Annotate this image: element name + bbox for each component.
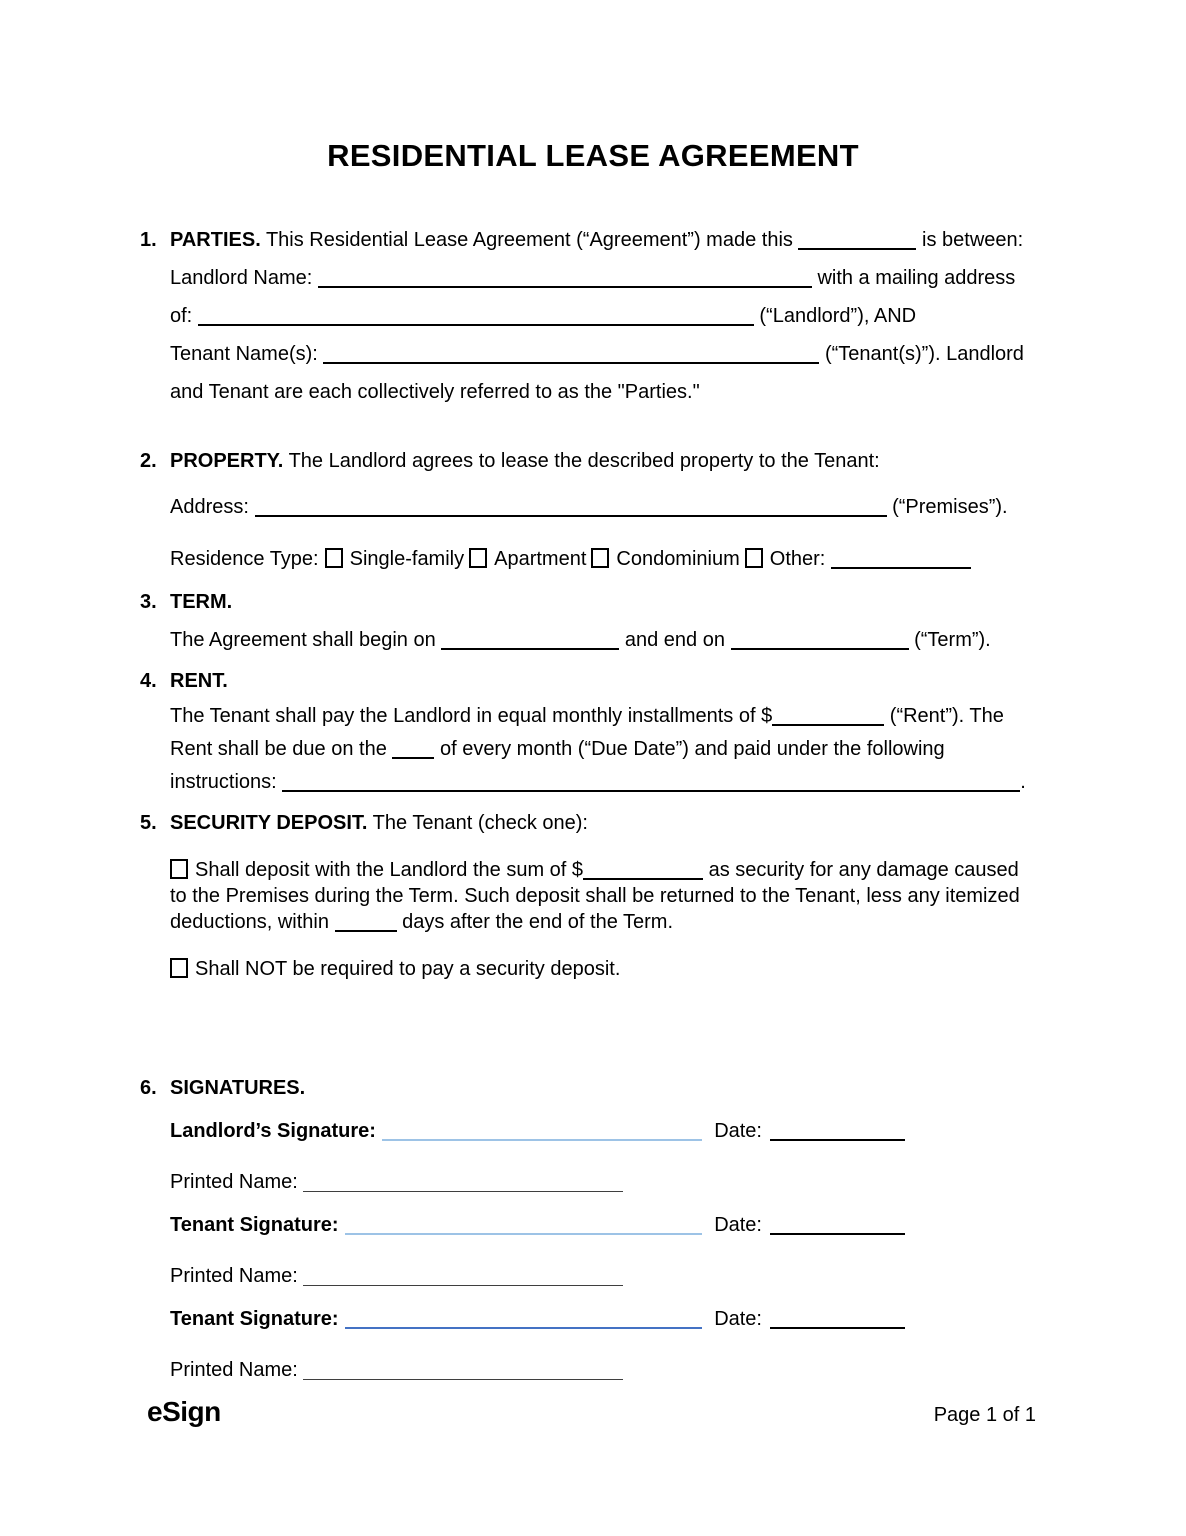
date-label: Date: xyxy=(714,1120,762,1142)
section-heading: TERM. xyxy=(170,591,233,613)
blank-other-residence[interactable] xyxy=(831,553,971,569)
premises-suffix: (“Premises”). xyxy=(892,496,1008,518)
property-intro-text: The Landlord agrees to lease the described property to the Tenant: xyxy=(288,450,880,472)
section-security-deposit xyxy=(140,804,1056,982)
section-heading: SECURITY DEPOSIT. xyxy=(170,812,368,834)
residence-type-label: Residence Type: xyxy=(170,548,319,570)
page-footer xyxy=(147,1396,1036,1428)
landlord-signature-field[interactable] xyxy=(382,1125,702,1141)
checkbox-no-deposit[interactable] xyxy=(170,958,188,978)
deposit-option-1-line-2: to the Premises during the Term. Such deposit shall be returned to the Tenant, less any itemized xyxy=(170,885,1020,907)
deposit-days-text: deductions, within xyxy=(170,911,329,933)
parties-intro-text: This Residential Lease Agreement (“Agreement”) made this xyxy=(265,229,793,251)
deposit-option-1-line-3 xyxy=(170,909,1056,935)
blank-agreement-date[interactable] xyxy=(798,234,916,250)
deposit-option-1-line-1 xyxy=(170,857,1056,883)
esign-logo: eSign xyxy=(147,1396,221,1427)
tenant-printed-name-row-1 xyxy=(140,1261,1056,1291)
rent-heading-line xyxy=(140,662,1056,700)
printed-name-label: Printed Name: xyxy=(170,1171,298,1193)
checkbox-single-family[interactable] xyxy=(325,548,343,568)
parties-line-2 xyxy=(140,259,1056,297)
signatures-heading-line xyxy=(140,1069,1056,1107)
instructions-label: instructions: xyxy=(170,771,277,793)
rent-line-3 xyxy=(140,766,1056,799)
blank-deposit-return-days[interactable] xyxy=(335,916,397,932)
page-number-label: Page 1 of 1 xyxy=(933,1404,1036,1426)
tenant-signature-label: Tenant Signature: xyxy=(170,1308,339,1330)
deposit-days-suffix: days after the end of the Term. xyxy=(402,911,674,933)
section-number: 5. xyxy=(140,812,157,834)
tenant-signature-field-2[interactable] xyxy=(345,1313,703,1329)
blank-payment-instructions[interactable] xyxy=(282,776,1020,792)
section-heading: PROPERTY. xyxy=(170,450,284,472)
landlord-printed-name-field[interactable] xyxy=(303,1177,623,1192)
residence-type-line xyxy=(140,540,1056,578)
blank-property-address[interactable] xyxy=(255,501,887,517)
blank-due-day[interactable] xyxy=(392,743,434,759)
tenant-name-label: Tenant Name(s): xyxy=(170,343,318,365)
deposit-intro-text: The Tenant (check one): xyxy=(372,812,588,834)
tenant-signature-row-2 xyxy=(140,1308,1056,1338)
rent-line-1 xyxy=(140,700,1056,733)
parties-intro-text-end: is between: xyxy=(922,229,1024,251)
landlord-date-field[interactable] xyxy=(770,1125,905,1141)
tenant-printed-name-field-2[interactable] xyxy=(303,1365,623,1380)
deposit-sum-text: Shall deposit with the Landlord the sum of $ xyxy=(195,859,584,881)
section-signatures xyxy=(140,1069,1056,1385)
tenant-date-field-2[interactable] xyxy=(770,1313,905,1329)
blank-term-end-date[interactable] xyxy=(731,634,909,650)
section-number: 4. xyxy=(140,670,157,692)
mailing-address-label: of: xyxy=(170,305,193,327)
option-single-family-label: Single-family xyxy=(349,548,465,570)
blank-term-start-date[interactable] xyxy=(441,634,619,650)
rent-due-text: Rent shall be due on the xyxy=(170,738,387,760)
rent-amount-text: The Tenant shall pay the Landlord in equal monthly installments of $ xyxy=(170,705,773,727)
term-end-text: and end on xyxy=(624,629,725,651)
section-heading: PARTIES. xyxy=(170,229,261,251)
checkbox-other[interactable] xyxy=(745,548,763,568)
section-term xyxy=(140,583,1056,659)
blank-landlord-address[interactable] xyxy=(198,310,754,326)
tenant-signature-field-1[interactable] xyxy=(345,1219,703,1235)
parties-line-3 xyxy=(140,297,1056,335)
blank-landlord-name[interactable] xyxy=(318,272,812,288)
section-number: 2. xyxy=(140,450,157,472)
tenant-printed-name-field-1[interactable] xyxy=(303,1271,623,1286)
deposit-option-1 xyxy=(140,857,1056,935)
tenant-printed-name-row-2 xyxy=(140,1355,1056,1385)
option-condominium-label: Condominium xyxy=(616,548,740,570)
section-rent xyxy=(140,662,1056,799)
parties-line-5: and Tenant are each collectively referred to as the "Parties." xyxy=(170,381,700,403)
landlord-signature-row xyxy=(140,1120,1056,1150)
rent-amount-suffix: (“Rent”). The xyxy=(889,705,1004,727)
parties-line-1 xyxy=(140,221,1056,259)
checkbox-apartment[interactable] xyxy=(469,548,487,568)
tenant-signature-row-1 xyxy=(140,1214,1056,1244)
landlord-name-suffix: with a mailing address xyxy=(817,267,1016,289)
instructions-period: . xyxy=(1020,771,1026,793)
rent-line-2 xyxy=(140,733,1056,766)
term-line xyxy=(140,621,1056,659)
section-parties xyxy=(140,221,1056,411)
checkbox-deposit-required[interactable] xyxy=(170,859,188,879)
printed-name-label: Printed Name: xyxy=(170,1265,298,1287)
no-deposit-text: Shall NOT be required to pay a security deposit. xyxy=(195,958,621,980)
property-address-line xyxy=(140,488,1056,526)
tenant-signature-label: Tenant Signature: xyxy=(170,1214,339,1236)
section-property xyxy=(140,442,1056,578)
parties-line-4 xyxy=(140,335,1056,373)
blank-deposit-amount[interactable] xyxy=(583,864,703,880)
option-other-label: Other: xyxy=(769,548,826,570)
section-number: 1. xyxy=(140,229,157,251)
landlord-signature-label: Landlord’s Signature: xyxy=(170,1120,376,1142)
blank-tenant-names[interactable] xyxy=(323,348,819,364)
deposit-option-2 xyxy=(140,956,1056,982)
rent-due-suffix: of every month (“Due Date”) and paid under the following xyxy=(439,738,945,760)
section-number: 6. xyxy=(140,1077,157,1099)
term-begin-text: The Agreement shall begin on xyxy=(170,629,436,651)
option-apartment-label: Apartment xyxy=(494,548,587,570)
address-label: Address: xyxy=(170,496,249,518)
landlord-name-label: Landlord Name: xyxy=(170,267,313,289)
tenant-date-field-1[interactable] xyxy=(770,1219,905,1235)
blank-rent-amount[interactable] xyxy=(772,710,884,726)
date-label: Date: xyxy=(714,1308,762,1330)
property-heading-line xyxy=(140,442,1056,480)
landlord-suffix: (“Landlord”), AND xyxy=(759,305,917,327)
section-heading: RENT. xyxy=(170,670,228,692)
landlord-printed-name-row xyxy=(140,1167,1056,1197)
deposit-heading-line xyxy=(140,804,1056,842)
tenant-suffix: (“Tenant(s)”). Landlord xyxy=(824,343,1024,365)
checkbox-condominium[interactable] xyxy=(591,548,609,568)
page-title: RESIDENTIAL LEASE AGREEMENT xyxy=(327,138,859,173)
printed-name-label: Printed Name: xyxy=(170,1359,298,1381)
date-label: Date: xyxy=(714,1214,762,1236)
deposit-sum-suffix: as security for any damage caused xyxy=(708,859,1019,881)
term-heading-line xyxy=(140,583,1056,621)
section-number: 3. xyxy=(140,591,157,613)
term-suffix: (“Term”). xyxy=(914,629,991,651)
section-heading: SIGNATURES. xyxy=(170,1077,306,1099)
